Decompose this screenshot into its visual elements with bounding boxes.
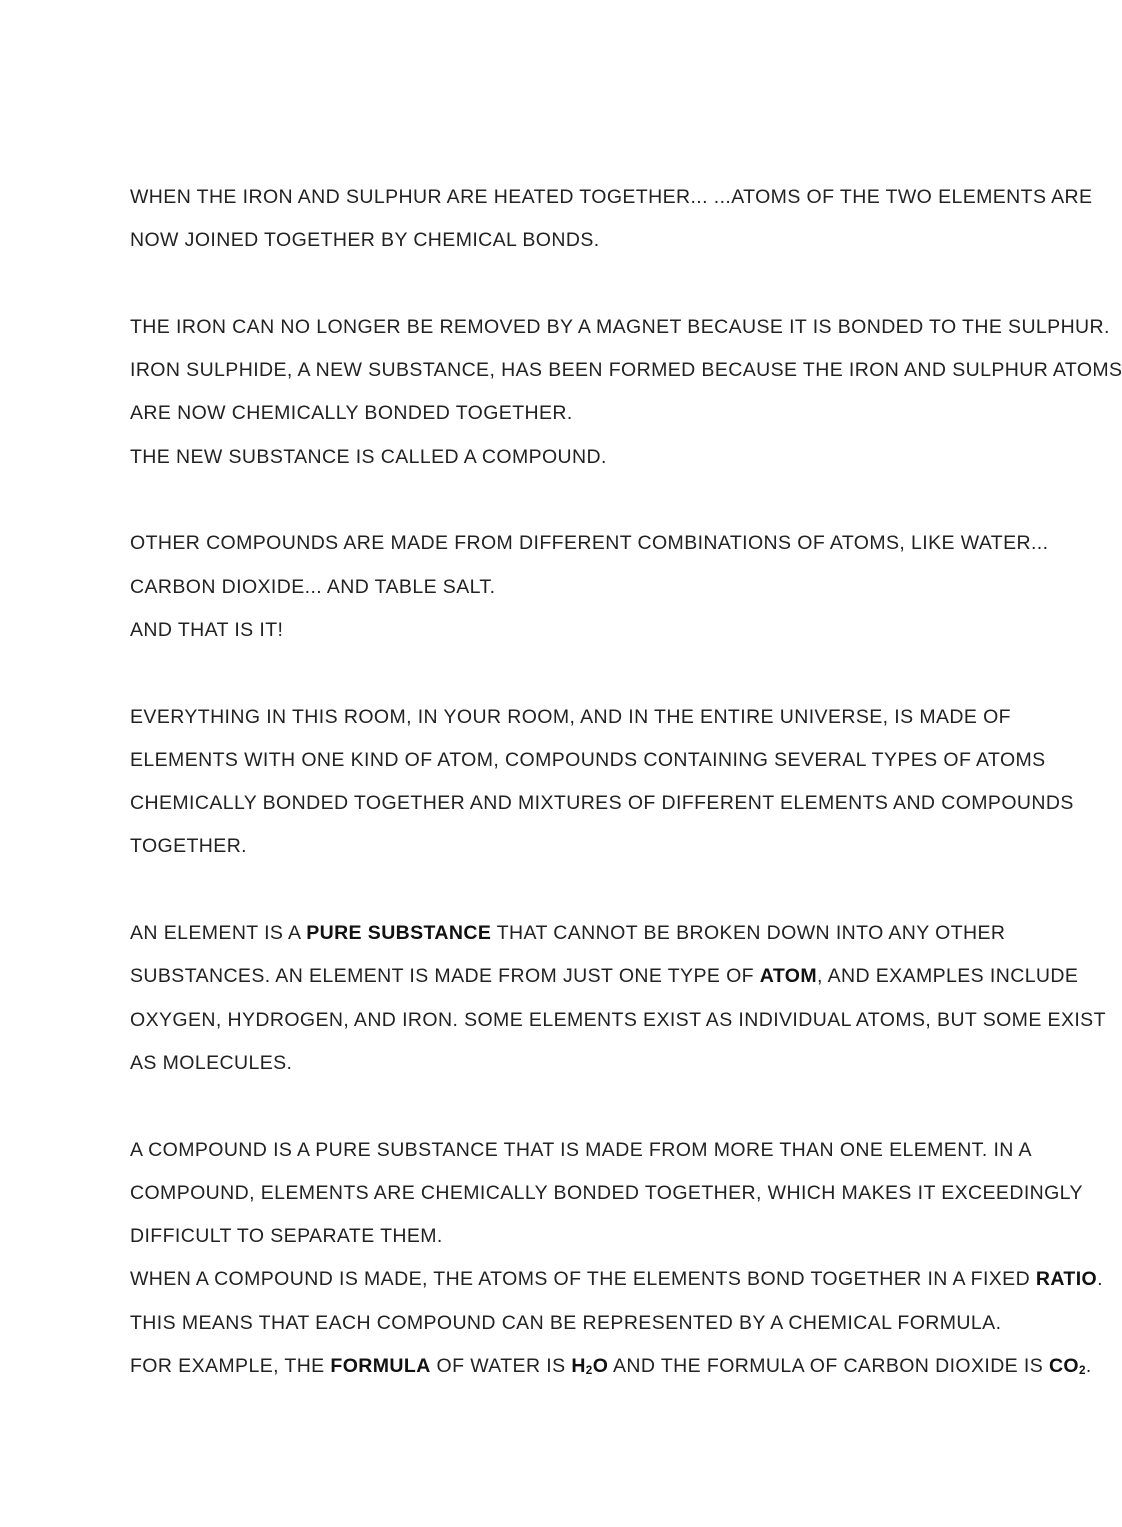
text-line: NOW JOINED TOGETHER BY CHEMICAL BONDS. <box>130 229 600 252</box>
keyword-atom: ATOM <box>759 965 818 988</box>
text-run: . <box>1097 1268 1103 1291</box>
text-line: ELEMENTS WITH ONE KIND OF ATOM, COMPOUNDS CONTAINING SEVERAL TYPES OF ATOMS <box>130 748 1046 771</box>
text-line: EVERYTHING IN THIS ROOM, IN YOUR ROOM, AND IN THE ENTIRE UNIVERSE, IS MADE OF <box>130 705 1011 728</box>
paragraph-everything <box>130 696 1074 869</box>
formula-subscript: 2 <box>1079 1364 1086 1378</box>
text-line: THIS MEANS THAT EACH COMPOUND CAN BE REPRESENTED BY A CHEMICAL FORMULA. <box>130 1311 1002 1334</box>
text-line: CARBON DIOXIDE... AND TABLE SALT. <box>130 575 496 598</box>
text-line: A COMPOUND IS A PURE SUBSTANCE THAT IS MADE FROM MORE THAN ONE ELEMENT. IN A <box>130 1138 1032 1161</box>
text-run: AN ELEMENT IS A <box>130 922 307 945</box>
keyword-formula: FORMULA <box>330 1355 431 1378</box>
text-line: TOGETHER. <box>130 835 248 858</box>
formula-carbon-dioxide <box>1049 1355 1086 1377</box>
text-run: , AND EXAMPLES INCLUDE <box>817 965 1079 988</box>
document-body <box>130 176 1122 1390</box>
text-line: AS MOLECULES. <box>130 1051 293 1074</box>
text-line: WHEN THE IRON AND SULPHUR ARE HEATED TOGETHER... ...ATOMS OF THE TWO ELEMENTS ARE <box>130 186 1093 208</box>
text-line: THE IRON CAN NO LONGER BE REMOVED BY A MAGNET BECAUSE IT IS BONDED TO THE SULPHUR. <box>130 315 1110 338</box>
formula-part: O <box>592 1355 609 1378</box>
keyword-ratio: RATIO <box>1035 1268 1098 1291</box>
formula-part: H <box>571 1355 586 1378</box>
text-line: CHEMICALLY BONDED TOGETHER AND MIXTURES OF DIFFERENT ELEMENTS AND COMPOUNDS <box>130 792 1074 815</box>
text-line: THE NEW SUBSTANCE IS CALLED A COMPOUND. <box>130 445 607 468</box>
text-line: DIFFICULT TO SEPARATE THEM. <box>130 1225 443 1248</box>
text-line <box>130 1258 1103 1301</box>
text-line <box>130 955 1079 998</box>
text-line: IRON SULPHIDE, A NEW SUBSTANCE, HAS BEEN FORMED BECAUSE THE IRON AND SULPHUR ATOMS <box>130 359 1122 382</box>
formula-water <box>571 1355 608 1377</box>
text-line <box>130 912 1006 955</box>
paragraph-other-compounds <box>130 522 1049 652</box>
text-run: WHEN A COMPOUND IS MADE, THE ATOMS OF THE ELEMENTS BOND TOGETHER IN A FIXED <box>130 1268 1036 1291</box>
text-line: ARE NOW CHEMICALLY BONDED TOGETHER. <box>130 402 573 425</box>
text-run: AND THE FORMULA OF CARBON DIOXIDE IS <box>608 1355 1049 1378</box>
text-run: SUBSTANCES. AN ELEMENT IS MADE FROM JUST ONE TYPE OF <box>130 965 760 988</box>
text-line: OTHER COMPOUNDS ARE MADE FROM DIFFERENT COMBINATIONS OF ATOMS, LIKE WATER... <box>130 532 1049 555</box>
formula-subscript: 2 <box>585 1364 593 1378</box>
text-line: AND THAT IS IT! <box>130 618 284 641</box>
paragraph-compound-definition <box>130 1129 1103 1391</box>
keyword-pure-substance: PURE SUBSTANCE <box>306 922 492 945</box>
text-run: . <box>1085 1355 1092 1378</box>
text-run: THAT CANNOT BE BROKEN DOWN INTO ANY OTHER <box>491 922 1006 945</box>
text-run: FOR EXAMPLE, THE <box>130 1355 331 1378</box>
paragraph-heating <box>130 176 1093 263</box>
text-line: OXYGEN, HYDROGEN, AND IRON. SOME ELEMENTS EXIST AS INDIVIDUAL ATOMS, BUT SOME EXIST <box>130 1008 1106 1031</box>
paragraph-element-definition <box>130 912 1106 1085</box>
text-run: OF WATER IS <box>430 1355 572 1378</box>
formula-part: CO <box>1048 1355 1080 1378</box>
paragraph-iron-sulphide <box>130 306 1122 479</box>
text-line <box>130 1345 1092 1390</box>
text-line: COMPOUND, ELEMENTS ARE CHEMICALLY BONDED TOGETHER, WHICH MAKES IT EXCEEDINGLY <box>130 1181 1083 1204</box>
